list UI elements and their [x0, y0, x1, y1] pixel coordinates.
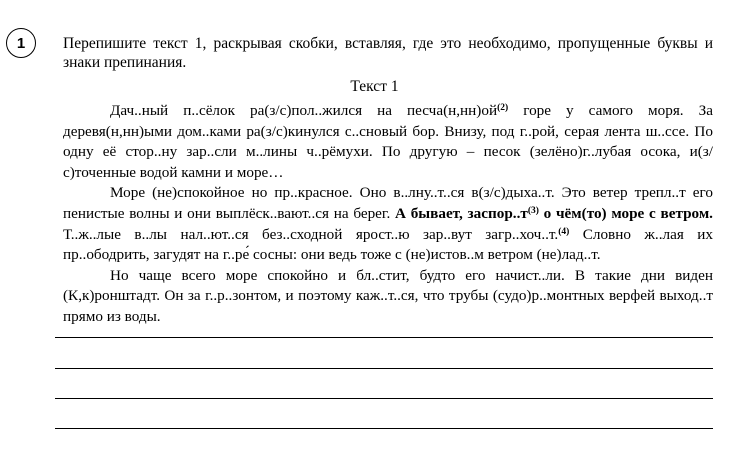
answer-line[interactable]	[55, 428, 713, 429]
task-instruction: Перепишите текст 1, раскрывая скобки, вставляя, где это необходимо, пропущенные буквы и знаки препинания.	[63, 35, 713, 71]
footnote-marker: (2)	[497, 103, 509, 113]
p2-bold-1: А бывает, заспор..т	[394, 204, 528, 222]
footnote-marker: (4)	[558, 226, 570, 237]
answer-line[interactable]	[55, 368, 713, 369]
p3-sentence-1: Но чаще всего море спокойно и бл..стит, будто его начист..ли. В такие дни виден (К,к)ронштадт. Он за г..р..зонтом, и поэтому каж..т..ся, что трубы (судо)р..монтных верфей выход..т прямо из воды.	[63, 266, 713, 325]
text-title: Текст 1	[350, 78, 399, 95]
p2-sentence-1: Море (не)спокойное но пр..красное. Оно в..лну..т..ся в(з/с)дыха..т. Это ветер трепл..т его пенистые волны и они выплёск..вают..ся на берег.	[63, 184, 713, 222]
p2-sentence-2: Т..ж..лые в..лы нал..ют..ся без..сходной ярост..ю зар..вут загр..хоч..т.	[63, 225, 559, 243]
paragraph-2	[63, 183, 713, 265]
paragraph-1	[63, 101, 713, 183]
p2-sentence-3: Словно ж..лая их пр..ободрить, загудят на г..ре́ сосны: они ведь тоже с (не)истов..м ветром (не)лад..т.	[63, 225, 713, 264]
task-number-badge	[6, 28, 36, 58]
footnote-marker: (3)	[527, 205, 539, 216]
p1-sentence-1: Дач..ный п..сёлок ра(з/с)пол..жился на песча(н,нн)ой	[110, 102, 498, 119]
p1-sentence-2: горе у самого моря. За деревя(н,нн)ыми дом..ками ра(з/с)кинулся с..сновый бор. Внизу, под г..рой, серая лента ш..ссе. По одну её стор..ну зар..сли м..лины ч..рёмухи. По другую – песок (зелёно)г..лубая осока, и(з/с)точенные водой камни и море…	[63, 102, 714, 181]
answer-line[interactable]	[55, 398, 713, 399]
p2-bold-2: о чём(то) море с ветром.	[538, 204, 713, 222]
task-number: 1	[16, 34, 26, 52]
text-body	[63, 101, 713, 328]
answer-line[interactable]	[55, 337, 713, 338]
paragraph-3	[63, 266, 713, 328]
